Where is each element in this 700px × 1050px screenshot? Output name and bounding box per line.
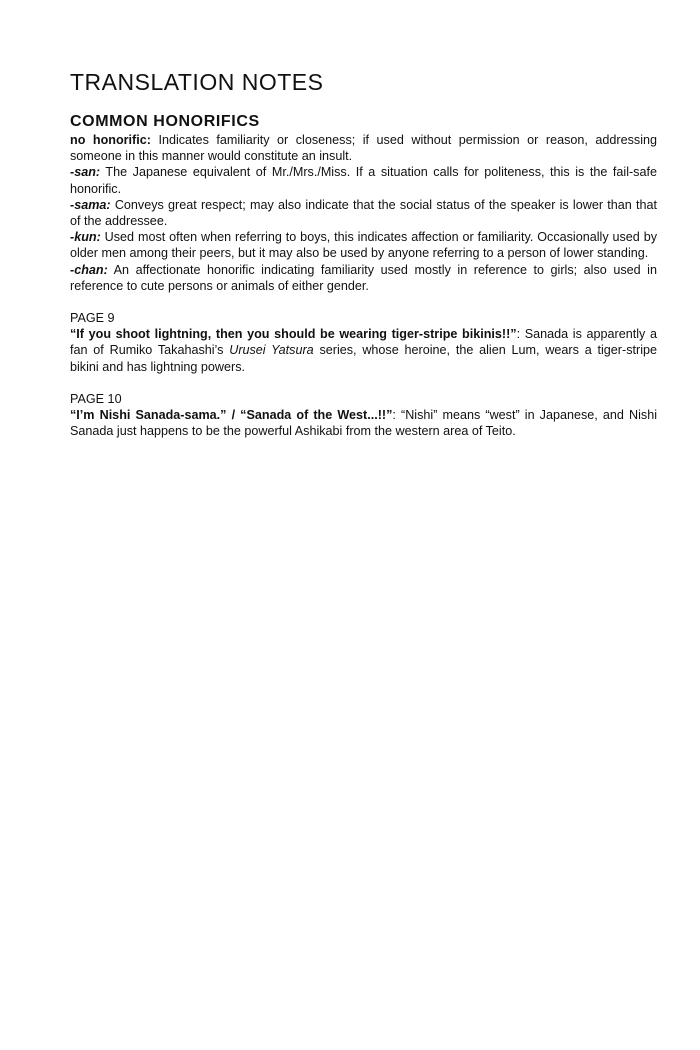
honorific-term: -san: <box>70 165 101 180</box>
honorific-entry <box>70 132 657 164</box>
honorific-entry <box>70 262 657 294</box>
page-reference: PAGE 10 <box>70 391 122 406</box>
honorific-definition: The Japanese equivalent of Mr./Mrs./Miss. If a situation calls for politeness, this is the fail-safe honorific. <box>70 165 657 196</box>
note-italic-title: Urusei Yatsura <box>229 343 314 358</box>
honorific-definition: An affectionate honorific indicating familiarity used mostly in reference to girls; also used in reference to cute persons or animals of either gender. <box>70 262 657 293</box>
honorific-term: -chan: <box>70 262 108 277</box>
honorific-term: no honorific: <box>70 133 151 147</box>
note-text: : Sanada is apparently a fan of Rumiko Takahashi’s <box>70 327 658 358</box>
note-text: : “Nishi” means “west” in Japanese, and Nishi Sanada just happens to be the powerful Ashikabi from the western area of Teito. <box>70 408 657 439</box>
honorific-term: -kun: <box>70 230 101 245</box>
honorific-entry <box>70 164 657 196</box>
honorific-definition: Conveys great respect; may also indicate that the social status of the speaker is lower than that of the addressee. <box>70 197 657 229</box>
note-text: series, whose heroine, the alien Lum, wears a tiger-stripe bikini and has lightning powers. <box>70 343 657 374</box>
note-entry <box>70 326 657 375</box>
honorific-term: -sama: <box>70 197 111 212</box>
honorifics-heading: COMMON HONORIFICS <box>70 113 260 130</box>
page-title: TRANSLATION NOTES <box>70 69 324 95</box>
page-reference: PAGE 9 <box>70 311 115 326</box>
note-quote: “I’m Nishi Sanada-sama.” / “Sanada of the West...!!” <box>70 408 393 423</box>
honorific-definition: Indicates familiarity or closeness; if used without permission or reason, addressing someone in this manner would constitute an insult. <box>70 133 657 164</box>
honorific-entry <box>70 197 657 229</box>
note-quote: “If you shoot lightning, then you should be wearing tiger-stripe bikinis!!” <box>70 327 517 342</box>
translation-notes-page <box>70 68 657 439</box>
note-entry <box>70 407 657 439</box>
honorific-definition: Used most often when referring to boys, this indicates affection or familiarity. Occasionally used by older men among their peers, but it may also be used by anyone referring to a person of lower standing. <box>70 230 657 261</box>
honorific-entry <box>70 229 657 261</box>
